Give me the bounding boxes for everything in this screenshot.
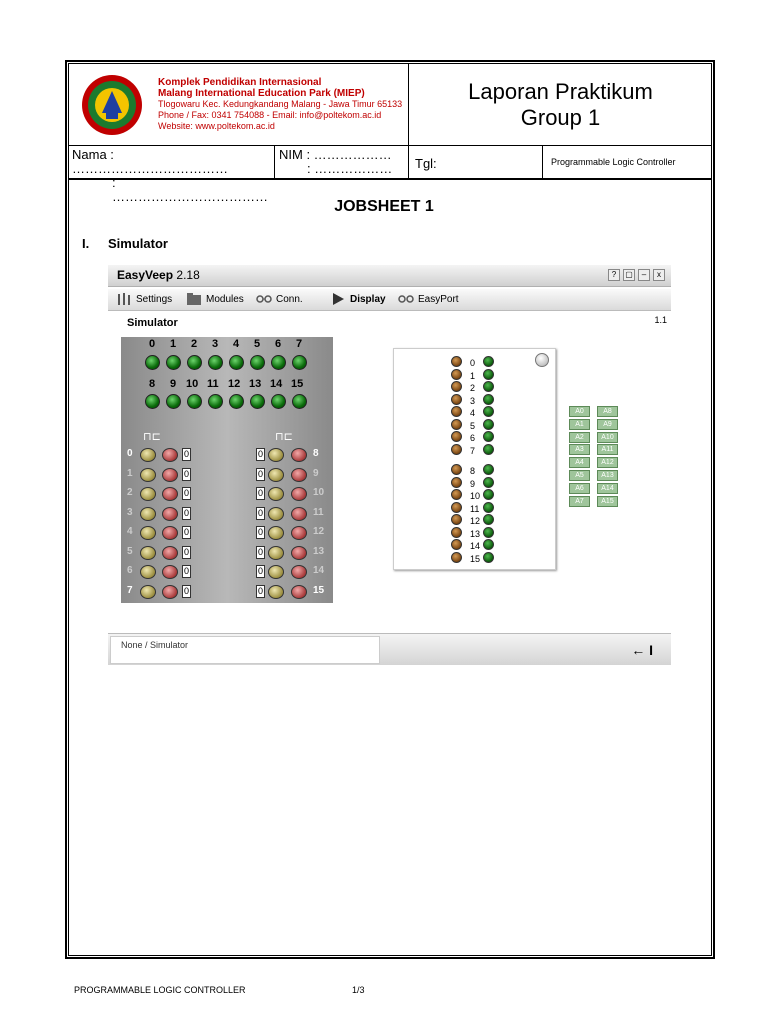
window-titlebar	[108, 265, 671, 287]
pulse-icon: ⊓⊏	[275, 431, 293, 443]
input-led-9	[451, 477, 462, 488]
help-button[interactable]: ?	[608, 269, 620, 281]
course-cell: Programmable Logic Controller	[551, 157, 676, 167]
io-label-5: 5	[470, 420, 476, 431]
report-group: Group 1	[520, 105, 601, 130]
minimize-button[interactable]: –	[638, 269, 650, 281]
header-row	[68, 63, 712, 146]
section-number: I.	[82, 236, 90, 251]
output-led-small-13	[483, 527, 494, 538]
output-led-small-11	[483, 502, 494, 513]
inst-line3: Tlogowaru Kec. Kedungkandang Malang - Jawa Timur 65133	[158, 99, 403, 109]
back-arrow-button[interactable]: ← I	[631, 642, 653, 658]
output-led-small-6	[483, 431, 494, 442]
led-label-8: 8	[149, 378, 156, 390]
output-led-14	[271, 394, 286, 409]
nama-label: Nama : ………………………………	[72, 147, 228, 176]
switch-red-0[interactable]	[162, 448, 178, 462]
analog-button-A11[interactable]: A11	[597, 444, 618, 455]
led-label-11: 11	[207, 378, 219, 390]
jobsheet-heading: JOBSHEET 1	[334, 198, 434, 215]
switch-value-5: 0	[183, 546, 189, 557]
analog-button-A8[interactable]: A8	[597, 406, 618, 417]
output-led-small-0	[483, 356, 494, 367]
input-led-5	[451, 419, 462, 430]
footer-page: 1/3	[352, 985, 365, 995]
tab-bar	[108, 289, 671, 311]
tab-settings-label: Settings	[136, 293, 173, 305]
switch-yellow-8[interactable]	[268, 448, 284, 462]
status-breadcrumb: None / Simulator	[110, 636, 380, 664]
output-led-7	[292, 355, 307, 370]
switch-label-0: 0	[127, 448, 133, 459]
led-label-1: 1	[170, 338, 177, 350]
easyveep-window	[108, 265, 671, 665]
output-led-10	[187, 394, 202, 409]
inst-line2: Malang International Education Park (MIEP)	[158, 88, 365, 99]
switch-value-0: 0	[183, 449, 189, 459]
output-led-5	[250, 355, 265, 370]
switch-label-13: 13	[313, 545, 325, 557]
switch-yellow-12[interactable]	[268, 526, 284, 540]
output-led-15	[292, 394, 307, 409]
switch-yellow-3[interactable]	[140, 507, 156, 521]
analog-button-A0[interactable]: A0	[569, 406, 590, 417]
led-label-14: 14	[270, 378, 283, 390]
switch-yellow-13[interactable]	[268, 546, 284, 560]
switch-label-9: 9	[313, 467, 319, 479]
logo-cell	[68, 63, 409, 146]
output-led-13	[250, 394, 265, 409]
switch-red-1[interactable]	[162, 468, 178, 482]
switch-red-10[interactable]	[291, 487, 307, 501]
switch-red-9[interactable]	[291, 468, 307, 482]
pulse-icon: ⊓⊏	[143, 431, 161, 443]
switch-value-6: 0	[183, 566, 189, 576]
io-status-panel	[393, 348, 556, 570]
analog-button-A15[interactable]: A15	[597, 496, 618, 507]
input-led-12	[451, 514, 462, 525]
switch-label-5: 5	[127, 545, 133, 557]
led-label-3: 3	[212, 338, 219, 350]
led-label-4: 4	[233, 338, 240, 350]
output-led-small-4	[483, 406, 494, 417]
report-title-cell	[409, 63, 712, 146]
output-led-small-12	[483, 514, 494, 525]
output-led-small-7	[483, 444, 494, 455]
folder-icon	[186, 292, 202, 306]
switch-value-14: 0	[257, 566, 263, 576]
report-title: Laporan Praktikum	[468, 79, 653, 104]
switch-yellow-15[interactable]	[268, 585, 284, 599]
input-led-10	[451, 489, 462, 500]
simulator-title: Simulator	[127, 317, 178, 329]
switch-value-4: 0	[183, 527, 189, 537]
identity-row	[68, 146, 712, 204]
led-label-13: 13	[249, 378, 262, 390]
switch-label-6: 6	[127, 565, 133, 576]
switch-yellow-6[interactable]	[140, 565, 156, 579]
switch-value-3: 0	[183, 507, 189, 518]
switch-value-9: 0	[257, 468, 263, 479]
switch-value-7: 0	[183, 585, 189, 596]
nim-label: NIM : ………………	[279, 147, 392, 162]
switch-label-14: 14	[313, 565, 325, 576]
close-button[interactable]: x	[653, 269, 665, 281]
app-version: 2.18	[176, 268, 200, 282]
switch-value-15: 0	[257, 585, 263, 596]
switch-label-11: 11	[313, 506, 324, 518]
switch-red-13[interactable]	[291, 546, 307, 560]
switch-yellow-2[interactable]	[140, 487, 156, 501]
knob-icon[interactable]	[535, 353, 549, 367]
switch-red-4[interactable]	[162, 526, 178, 540]
switch-red-5[interactable]	[162, 546, 178, 560]
led-label-6: 6	[275, 338, 282, 350]
io-label-2: 2	[470, 383, 476, 393]
app-name: EasyVeep	[117, 268, 174, 282]
input-led-4	[451, 406, 462, 417]
led-label-12: 12	[228, 378, 241, 390]
switch-label-3: 3	[127, 506, 133, 518]
output-led-4	[229, 355, 244, 370]
tab-conn-label: Conn.	[276, 293, 303, 305]
output-led-small-3	[483, 394, 494, 405]
switch-value-1: 0	[183, 468, 189, 479]
io-label-4: 4	[470, 408, 476, 418]
switch-yellow-7[interactable]	[140, 585, 156, 599]
analog-button-A1[interactable]: A1	[569, 419, 590, 430]
nim-cell	[275, 146, 409, 178]
output-led-8	[145, 394, 160, 409]
tab-display[interactable]	[330, 292, 386, 306]
tgl-cell: Tgl:	[409, 146, 543, 178]
output-led-small-5	[483, 419, 494, 430]
output-led-12	[229, 394, 244, 409]
nim-continuation: : ………………	[307, 161, 393, 176]
input-led-1	[451, 369, 462, 380]
analog-button-A12[interactable]: A12	[597, 457, 618, 468]
output-led-0	[145, 355, 160, 370]
output-led-small-8	[483, 464, 494, 475]
output-led-small-15	[483, 552, 494, 563]
led-label-10: 10	[186, 378, 199, 390]
led-label-5: 5	[254, 338, 261, 350]
input-led-7	[451, 444, 462, 455]
output-led-6	[271, 355, 286, 370]
io-label-1: 1	[470, 370, 476, 381]
input-led-8	[451, 464, 462, 475]
version-tag: 1.1	[654, 315, 667, 325]
io-label-13: 13	[470, 528, 481, 539]
output-led-1	[166, 355, 181, 370]
institution-info	[158, 77, 402, 132]
input-led-3	[451, 394, 462, 405]
tab-easyport[interactable]	[398, 292, 459, 306]
led-label-7: 7	[296, 338, 303, 350]
switch-value-13: 0	[257, 546, 263, 557]
input-led-15	[451, 552, 462, 563]
switch-label-7: 7	[127, 584, 133, 596]
window-buttons	[608, 269, 665, 281]
settings-icon	[116, 292, 132, 306]
switch-value-2: 0	[183, 488, 189, 498]
analog-button-A6[interactable]: A6	[569, 483, 590, 494]
switch-label-1: 1	[127, 467, 133, 479]
switch-yellow-0[interactable]	[140, 448, 156, 462]
section-heading	[82, 236, 168, 251]
footer-course: PROGRAMMABLE LOGIC CONTROLLER	[74, 985, 246, 995]
io-label-15: 15	[470, 553, 481, 564]
poltekom-logo-icon	[80, 73, 144, 137]
switch-red-12[interactable]	[291, 526, 307, 540]
io-label-12: 12	[470, 516, 481, 526]
io-label-14: 14	[470, 541, 481, 551]
output-led-small-10	[483, 489, 494, 500]
led-label-2: 2	[191, 338, 198, 350]
switch-yellow-14[interactable]	[268, 565, 284, 579]
input-led-0	[451, 356, 462, 367]
easyport-icon	[398, 292, 414, 306]
switch-label-4: 4	[127, 526, 133, 537]
nama-continuation: : ………………………………	[112, 175, 268, 204]
input-led-13	[451, 527, 462, 538]
restore-button[interactable]: ▢	[623, 269, 635, 281]
tab-easyport-label: EasyPort	[418, 293, 459, 305]
switch-value-12: 0	[257, 527, 263, 537]
tab-modules[interactable]	[186, 292, 244, 306]
io-label-7: 7	[470, 445, 476, 456]
io-label-10: 10	[470, 491, 481, 501]
analog-button-A7[interactable]: A7	[569, 496, 590, 507]
io-label-6: 6	[470, 433, 476, 443]
analog-button-A10[interactable]: A10	[597, 432, 618, 443]
switch-label-8: 8	[313, 448, 319, 459]
switch-value-8: 0	[257, 449, 263, 459]
io-label-8: 8	[470, 466, 476, 476]
simulator-panel	[121, 337, 333, 603]
analog-button-A2[interactable]: A2	[569, 432, 590, 443]
tab-conn[interactable]	[256, 292, 303, 306]
output-led-11	[208, 394, 223, 409]
app-title	[117, 268, 200, 282]
input-led-6	[451, 431, 462, 442]
switch-yellow-10[interactable]	[268, 487, 284, 501]
switch-value-11: 0	[257, 507, 263, 518]
analog-button-A13[interactable]: A13	[597, 470, 618, 481]
output-led-3	[208, 355, 223, 370]
tab-display-label: Display	[350, 293, 386, 305]
inst-line1: Komplek Pendidikan Internasional	[158, 77, 322, 88]
section-title: Simulator	[108, 236, 168, 251]
io-label-11: 11	[470, 503, 480, 514]
io-label-3: 3	[470, 395, 476, 406]
output-led-9	[166, 394, 181, 409]
switch-value-10: 0	[257, 488, 263, 498]
status-bar	[108, 633, 671, 665]
output-led-2	[187, 355, 202, 370]
switch-red-8[interactable]	[291, 448, 307, 462]
led-label-9: 9	[170, 378, 177, 390]
input-led-11	[451, 502, 462, 513]
switch-label-12: 12	[313, 526, 325, 537]
nama-cell	[68, 146, 275, 204]
led-label-0: 0	[149, 338, 156, 350]
switch-red-11[interactable]	[291, 507, 307, 521]
io-label-0: 0	[470, 358, 476, 368]
output-led-small-1	[483, 369, 494, 380]
switch-label-15: 15	[313, 584, 325, 596]
led-label-15: 15	[291, 378, 304, 390]
switch-red-6[interactable]	[162, 565, 178, 579]
output-led-small-14	[483, 539, 494, 550]
switch-red-2[interactable]	[162, 487, 178, 501]
analog-button-A3[interactable]: A3	[569, 444, 590, 455]
analog-button-A9[interactable]: A9	[597, 419, 618, 430]
switch-red-3[interactable]	[162, 507, 178, 521]
switch-label-2: 2	[127, 487, 133, 498]
switch-yellow-1[interactable]	[140, 468, 156, 482]
tab-settings[interactable]	[116, 292, 172, 306]
input-led-14	[451, 539, 462, 550]
output-led-small-2	[483, 381, 494, 392]
switch-red-15[interactable]	[291, 585, 307, 599]
connection-icon	[256, 292, 272, 306]
analog-button-A5[interactable]: A5	[569, 470, 590, 481]
switch-yellow-9[interactable]	[268, 468, 284, 482]
input-led-2	[451, 381, 462, 392]
tab-modules-label: Modules	[206, 293, 244, 305]
inst-line4: Phone / Fax: 0341 754088 - Email: info@poltekom.ac.id	[158, 110, 382, 120]
io-label-9: 9	[470, 478, 476, 489]
analog-button-A4[interactable]: A4	[569, 457, 590, 468]
switch-yellow-5[interactable]	[140, 546, 156, 560]
switch-yellow-11[interactable]	[268, 507, 284, 521]
analog-button-A14[interactable]: A14	[597, 483, 618, 494]
output-led-small-9	[483, 477, 494, 488]
switch-label-10: 10	[313, 487, 325, 498]
switch-red-14[interactable]	[291, 565, 307, 579]
switch-yellow-4[interactable]	[140, 526, 156, 540]
switch-red-7[interactable]	[162, 585, 178, 599]
inst-line5: Website: www.poltekom.ac.id	[158, 121, 275, 131]
play-icon	[330, 292, 346, 306]
